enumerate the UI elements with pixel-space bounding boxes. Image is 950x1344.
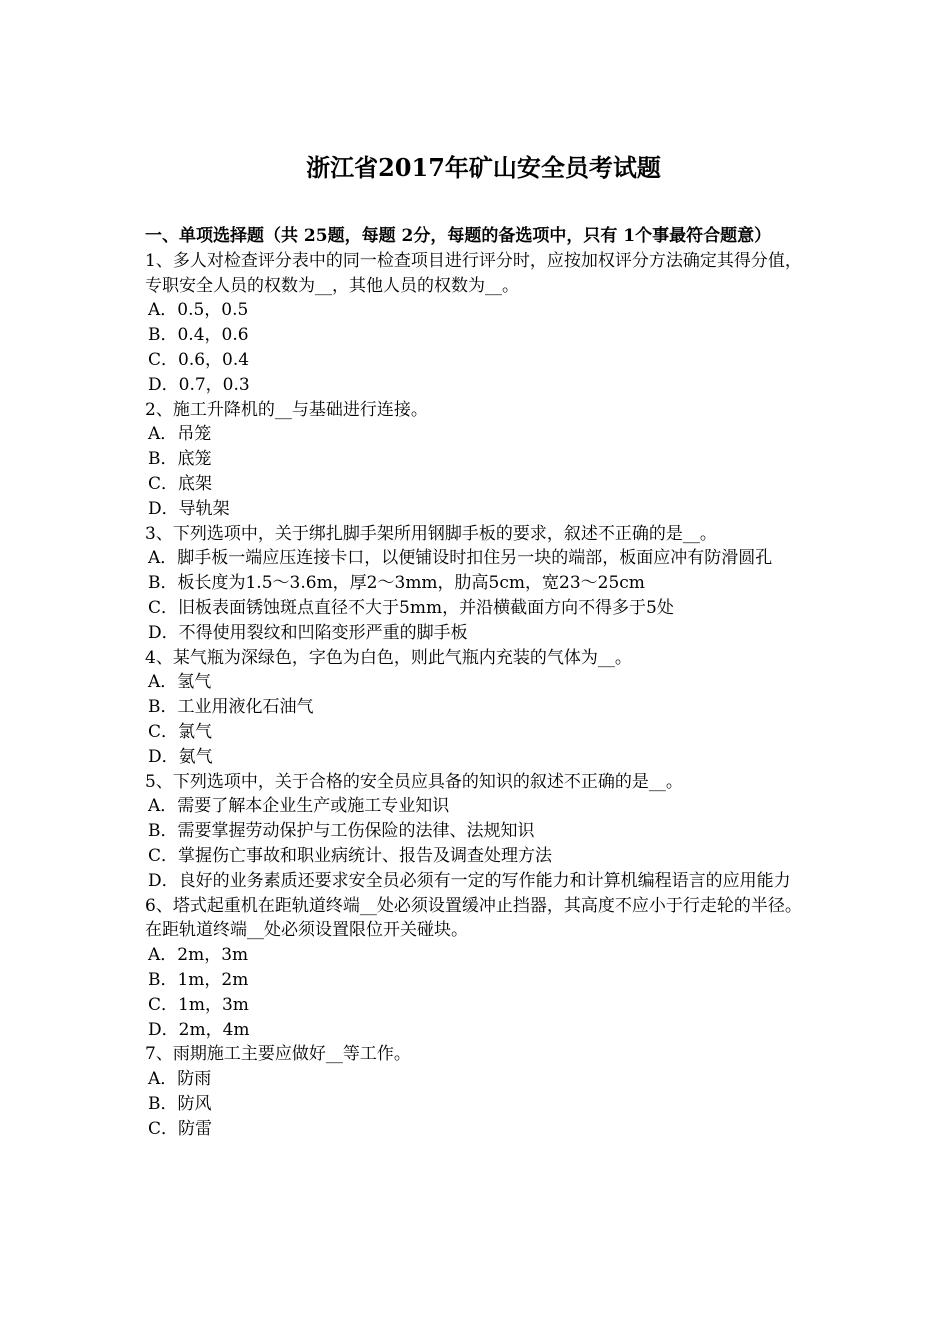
answer-option: D．导轨架	[148, 498, 230, 519]
answer-option: B．需要掌握劳动保护与工伤保险的法律、法规知识	[148, 821, 535, 842]
answer-option: A．氢气	[148, 672, 212, 693]
question-block	[145, 398, 810, 522]
answer-option: A．脚手板一端应压连接卡口，以便铺设时扣住另一块的端部，板面应冲有防滑圆孔	[148, 548, 773, 569]
question-block	[145, 249, 810, 398]
document-title: 浙江省2017年矿山安全员考试题	[306, 153, 661, 182]
answer-option: A．2m，3m	[148, 945, 249, 966]
answer-option: D．良好的业务素质还要求安全员必须有一定的写作能力和计算机编程语言的应用能力	[148, 870, 791, 891]
question-block	[145, 1042, 810, 1141]
answer-option: A．防雨	[148, 1069, 212, 1090]
question-block	[145, 894, 810, 1043]
question-list	[145, 249, 810, 1142]
answer-option: C．掌握伤亡事故和职业病统计、报告及调查处理方法	[148, 845, 553, 866]
answer-option: C．0.6，0.4	[148, 349, 250, 370]
answer-option: C．氯气	[148, 721, 213, 742]
answer-option: C．防雷	[148, 1118, 213, 1139]
question-text: 4、某气瓶为深绿色，字色为白色，则此气瓶内充装的气体为__。	[145, 647, 632, 668]
answer-option: A．吊笼	[148, 424, 212, 445]
question-text: 5、下列选项中，关于合格的安全员应具备的知识的叙述不正确的是__。	[145, 771, 683, 792]
answer-option: D．0.7，0.3	[148, 374, 250, 395]
answer-option: D．氨气	[148, 746, 213, 767]
question-block	[145, 522, 810, 646]
answer-option: C．1m，3m	[148, 994, 249, 1015]
answer-option: B．工业用液化石油气	[148, 697, 314, 718]
answer-option: B．底笼	[148, 449, 212, 470]
answer-option: D．2m，4m	[148, 1019, 250, 1040]
question-text: 3、下列选项中，关于绑扎脚手架所用钢脚手板的要求，叙述不正确的是__。	[145, 523, 717, 544]
question-text: 7、雨期施工主要应做好__等工作。	[145, 1044, 411, 1065]
question-block	[145, 770, 810, 894]
question-text: 6、塔式起重机在距轨道终端__处必须设置缓冲止挡器，其高度不应小于行走轮的半径。在距轨道终端__处必须设置限位开关碰块。	[145, 895, 802, 941]
answer-option: A．需要了解本企业生产或施工专业知识	[148, 796, 450, 817]
answer-option: B．板长度为1.5～3.6m，厚2～3mm，肋高5cm，宽23～25cm	[148, 573, 645, 594]
answer-option: A．0.5，0.5	[148, 300, 249, 321]
answer-option: D．不得使用裂纹和凹陷变形严重的脚手板	[148, 622, 468, 643]
question-block	[145, 646, 810, 770]
answer-option: B．1m，2m	[148, 969, 249, 990]
question-text: 2、施工升降机的__与基础进行连接。	[145, 399, 428, 420]
question-text: 1、多人对检查评分表中的同一检查项目进行评分时，应按加权评分方法确定其得分值，专职安全人员的权数为__，其他人员的权数为__。	[145, 250, 802, 296]
document-page	[145, 150, 810, 1141]
section-heading: 一、单项选择题（共 25题，每题 2分，每题的备选项中，只有 1个事最符合题意）	[145, 226, 772, 246]
answer-option: C．旧板表面锈蚀斑点直径不大于5mm，并沿横截面方向不得多于5处	[148, 597, 674, 618]
answer-option: B．防风	[148, 1093, 212, 1114]
answer-option: C．底架	[148, 473, 213, 494]
answer-option: B．0.4，0.6	[148, 325, 249, 346]
